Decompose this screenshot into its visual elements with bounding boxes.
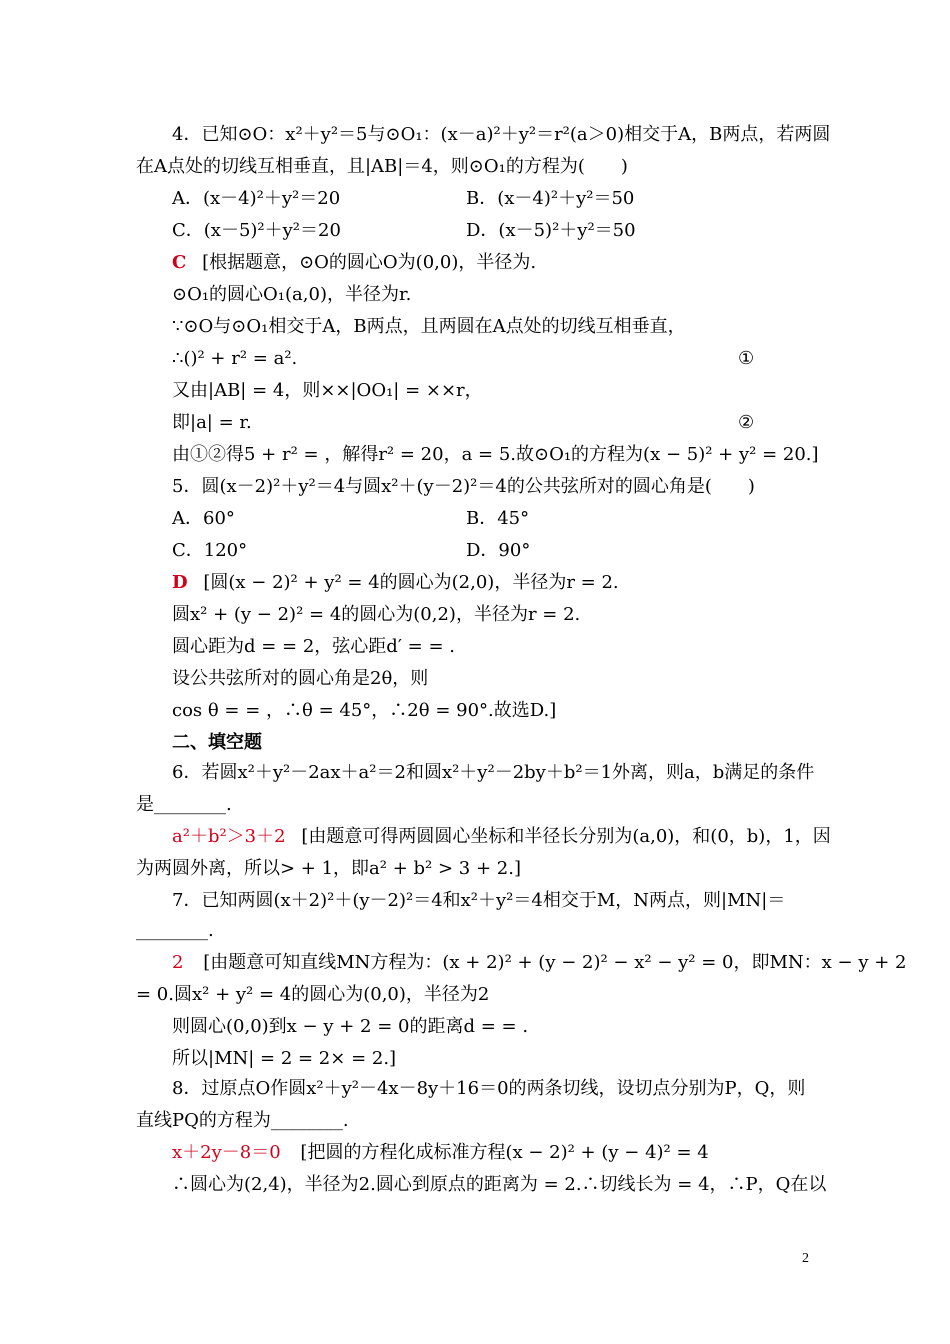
q4-option-b: B．(x－4)²＋y²＝50 bbox=[466, 188, 635, 209]
q7-solution-line-2: = 0.圆x² + y² = 4的圆心为(0,0)，半径为2 bbox=[136, 984, 490, 1005]
q5-option-c: C．120° bbox=[172, 540, 248, 561]
q4-solution-line-4: ∴()² + r² = a². bbox=[172, 348, 298, 369]
q4-option-c: C．(x－5)²＋y²＝20 bbox=[172, 220, 341, 241]
q8-solution-line-1 bbox=[172, 1140, 709, 1166]
q8-solution-line-2: ∴圆心为(2,4)，半径为2.圆心到原点的距离为 = 2.∴切线长为 = 4，∴P，Q在以 bbox=[172, 1174, 827, 1195]
q6-solution-line-1 bbox=[172, 824, 831, 850]
q8-stem-line-2: 直线PQ的方程为________. bbox=[136, 1110, 349, 1131]
q5-option-d: D．90° bbox=[466, 540, 531, 561]
q4-stem-line-2: 在A点处的切线互相垂直，且|AB|＝4，则⊙O₁的方程为( ) bbox=[136, 156, 628, 177]
q4-solution-line-1 bbox=[172, 250, 536, 276]
q5-option-b: B．45° bbox=[466, 508, 530, 529]
q4-solution-line-5: 又由|AB| = 4，则××|OO₁| = ××r， bbox=[172, 380, 483, 401]
q5-answer: D bbox=[172, 572, 188, 593]
q8-solution-text-1: [把圆的方程化成标准方程(x − 2)² + (y − 4)² = 4 bbox=[300, 1142, 709, 1163]
q4-solution-text-1: [根据题意，⊙O的圆心O为(0,0)，半径为. bbox=[202, 252, 537, 273]
q4-solution-line-3: ∵⊙O与⊙O₁相交于A，B两点，且两圆在A点处的切线互相垂直， bbox=[172, 316, 686, 337]
q4-solution-line-2: ⊙O₁的圆心O₁(a,0)，半径为r. bbox=[172, 284, 412, 305]
q5-stem: 5．圆(x－2)²＋y²＝4与圆x²＋(y－2)²＝4的公共弦所对的圆心角是( ) bbox=[172, 476, 755, 497]
q6-solution-text-1: [由题意可得两圆圆心坐标和半径长分别为(a,0)，和(0，b)，1，因 bbox=[301, 826, 831, 847]
q4-solution-line-6: 即|a| = r. bbox=[172, 412, 252, 433]
q5-solution-line-4: 设公共弦所对的圆心角是2θ，则 bbox=[172, 668, 429, 689]
q5-solution-line-2: 圆x² + (y − 2)² = 4的圆心为(0,2)，半径为r = 2. bbox=[172, 604, 581, 625]
q4-answer: C bbox=[172, 252, 187, 273]
q7-solution-line-3: 则圆心(0,0)到x − y + 2 = 0的距离d = = . bbox=[172, 1016, 529, 1037]
q5-solution-text-1: [圆(x − 2)² + y² = 4的圆心为(2,0)，半径为r = 2. bbox=[203, 572, 619, 593]
q7-solution-line-4: 所以|MN| = 2 = 2× = 2.] bbox=[172, 1048, 397, 1069]
q6-stem-line-1: 6．若圆x²＋y²－2ax＋a²＝2和圆x²＋y²－2by＋b²＝1外离，则a，b满足的条件 bbox=[172, 762, 815, 783]
q5-solution-line-5: cos θ = = ，∴θ = 45°，∴2θ = 90°.故选D.] bbox=[172, 700, 557, 721]
q4-option-d: D．(x－5)²＋y²＝50 bbox=[466, 220, 636, 241]
q8-answer: x＋2y－8＝0 bbox=[172, 1142, 281, 1163]
q4-solution-line-7: 由①②得5 + r² = ，解得r² = 20，a = 5.故⊙O₁的方程为(x − 5)² + y² = 20.] bbox=[172, 444, 819, 465]
q6-solution-line-2: 为两圆外离，所以> + 1，即a² + b² > 3 + 2.] bbox=[136, 858, 521, 879]
q4-option-a: A．(x－4)²＋y²＝20 bbox=[172, 188, 341, 209]
page-number: 2 bbox=[802, 1251, 809, 1266]
q4-marker-1: ① bbox=[738, 348, 755, 369]
q7-stem-line-2: ________. bbox=[136, 920, 214, 941]
q7-solution-line-1 bbox=[172, 950, 907, 976]
q8-stem-line-1: 8．过原点O作圆x²＋y²－4x－8y＋16＝0的两条切线，设切点分别为P，Q，则 bbox=[172, 1078, 806, 1099]
q7-answer: 2 bbox=[172, 952, 184, 973]
section-title: 二、填空题 bbox=[172, 732, 262, 753]
q4-stem-line-1: 4．已知⊙O：x²＋y²＝5与⊙O₁：(x－a)²＋y²＝r²(a＞0)相交于A，B两点，若两圆 bbox=[172, 124, 831, 145]
q7-stem-line-1: 7．已知两圆(x＋2)²＋(y－2)²＝4和x²＋y²＝4相交于M，N两点，则|MN|＝ bbox=[172, 890, 786, 911]
q5-option-a: A．60° bbox=[172, 508, 235, 529]
q4-marker-2: ② bbox=[738, 412, 755, 433]
q5-solution-line-3: 圆心距为d = = 2，弦心距d′ = = . bbox=[172, 636, 455, 657]
q6-answer: a²＋b²＞3＋2 bbox=[172, 826, 286, 847]
q6-stem-line-2: 是________. bbox=[136, 794, 232, 815]
q7-solution-text-1: [由题意可知直线MN方程为：(x + 2)² + (y − 2)² − x² − y² = 0，即MN：x − y + 2 bbox=[203, 952, 907, 973]
q5-solution-line-1 bbox=[172, 570, 619, 596]
